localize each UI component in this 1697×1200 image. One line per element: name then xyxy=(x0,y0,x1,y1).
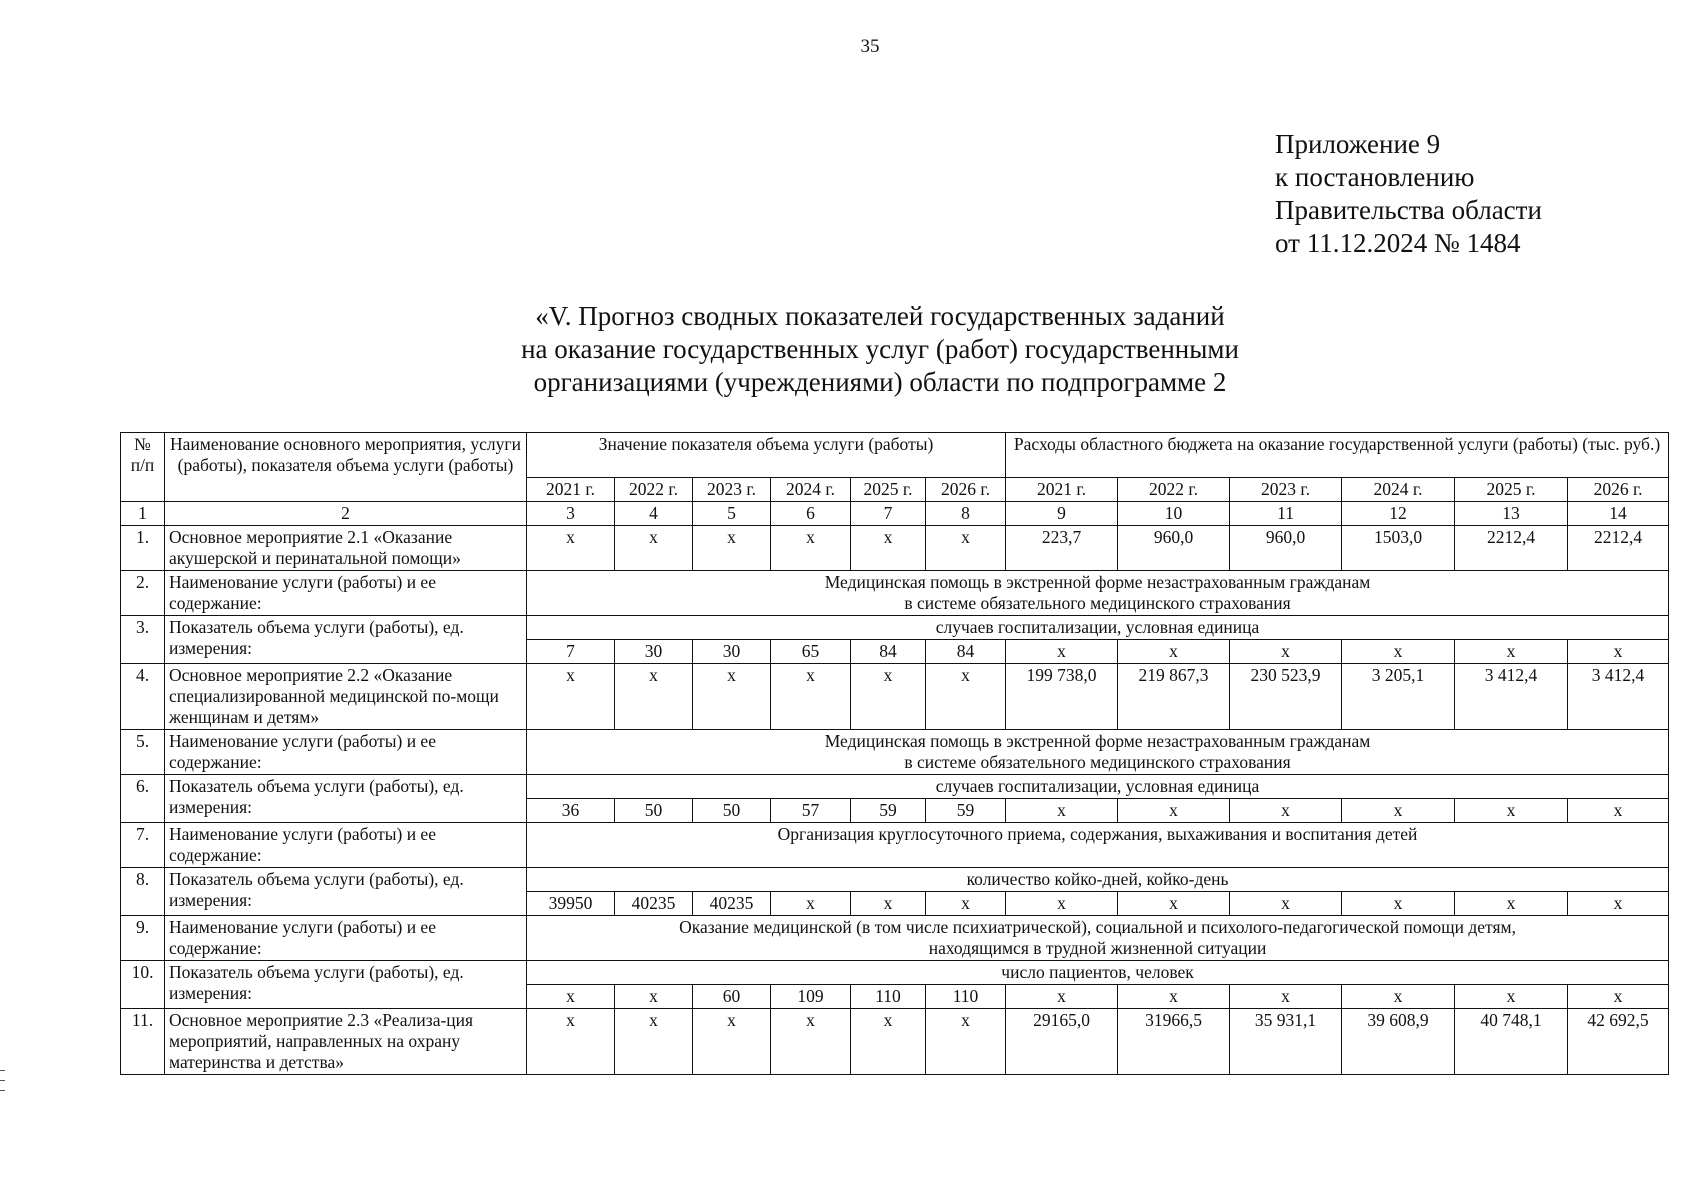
cell-value: 59 xyxy=(926,799,1006,823)
cell-value: х xyxy=(771,664,851,730)
cell-value: 39 608,9 xyxy=(1342,1009,1455,1075)
cell-value: 65 xyxy=(771,640,851,664)
row-name: Наименование услуги (работы) и ее содержание: xyxy=(165,916,527,961)
cell-value: х xyxy=(527,1009,615,1075)
cell-value: х xyxy=(771,526,851,571)
row-number: 1. xyxy=(121,526,165,571)
cell-value: 7 xyxy=(527,640,615,664)
cell-value: х xyxy=(851,526,926,571)
cell-value: х xyxy=(1006,985,1118,1009)
column-number: 2 xyxy=(165,502,527,526)
service-description-line: Оказание медицинской (в том числе психиатрической), социальной и психолого-педагогической помощи детям, xyxy=(679,917,1516,937)
scan-edge-marks xyxy=(0,1070,6,1100)
cell-value: 219 867,3 xyxy=(1118,664,1230,730)
scan-mark xyxy=(0,1090,5,1091)
cell-value: х xyxy=(693,664,771,730)
cell-value: х xyxy=(1455,640,1568,664)
row-name: Основное мероприятие 2.3 «Реализа-ция мероприятий, направленных на охрану материнства и детства» xyxy=(165,1009,527,1075)
service-description-line: в системе обязательного медицинского страхования xyxy=(904,593,1291,613)
year-header: 2024 г. xyxy=(1342,478,1455,502)
service-description-line: Организация круглосуточного приема, содержания, выхаживания и воспитания детей xyxy=(777,824,1418,844)
column-number: 12 xyxy=(1342,502,1455,526)
cell-value: 31966,5 xyxy=(1118,1009,1230,1075)
cell-value: х xyxy=(1455,799,1568,823)
year-header: 2021 г. xyxy=(1006,478,1118,502)
cell-value: х xyxy=(771,892,851,916)
header-row xyxy=(121,433,1669,478)
cell-value: х xyxy=(1568,799,1669,823)
cell-value: х xyxy=(1342,640,1455,664)
cell-value: х xyxy=(1006,892,1118,916)
cell-value: х xyxy=(1118,799,1230,823)
column-number: 4 xyxy=(615,502,693,526)
cell-value: 84 xyxy=(926,640,1006,664)
unit-of-measure: случаев госпитализации, условная единица xyxy=(527,775,1669,799)
cell-value: 110 xyxy=(851,985,926,1009)
row-number: 3. xyxy=(121,616,165,664)
cell-value: 36 xyxy=(527,799,615,823)
header-name: Наименование основного мероприятия, услуги (работы), показателя объема услуги (работы) xyxy=(165,433,527,502)
column-number: 6 xyxy=(771,502,851,526)
cell-value: 230 523,9 xyxy=(1230,664,1342,730)
cell-value: х xyxy=(926,664,1006,730)
row-number: 7. xyxy=(121,823,165,868)
cell-value: 50 xyxy=(615,799,693,823)
service-description-line: находящимся в трудной жизненной ситуации xyxy=(928,938,1267,958)
cell-value: х xyxy=(615,1009,693,1075)
unit-of-measure: количество койко-дней, койко-день xyxy=(527,868,1669,892)
cell-value: х xyxy=(615,664,693,730)
row-number: 11. xyxy=(121,1009,165,1075)
table-row xyxy=(121,1009,1669,1075)
cell-value: 30 xyxy=(693,640,771,664)
year-header: 2024 г. xyxy=(771,478,851,502)
cell-value: 40 748,1 xyxy=(1455,1009,1568,1075)
row-name: Наименование услуги (работы) и ее содержание: xyxy=(165,571,527,616)
appendix-line: Приложение 9 xyxy=(1275,129,1441,159)
table-row xyxy=(121,664,1669,730)
service-description xyxy=(527,571,1669,616)
table-row xyxy=(121,916,1669,961)
cell-value: х xyxy=(851,1009,926,1075)
row-number: 6. xyxy=(121,775,165,823)
service-description-line: Медицинская помощь в экстренной форме незастрахованным гражданам xyxy=(824,572,1371,592)
cell-value: 3 412,4 xyxy=(1568,664,1669,730)
cell-value: х xyxy=(1006,640,1118,664)
column-number: 13 xyxy=(1455,502,1568,526)
cell-value: х xyxy=(1455,892,1568,916)
appendix-line: от 11.12.2024 № 1484 xyxy=(1275,228,1521,258)
year-header: 2023 г. xyxy=(693,478,771,502)
header-budget-group: Расходы областного бюджета на оказание государственной услуги (работы) (тыс. руб.) xyxy=(1006,433,1669,478)
cell-value: 57 xyxy=(771,799,851,823)
cell-value: 29165,0 xyxy=(1006,1009,1118,1075)
row-number: 10. xyxy=(121,961,165,1009)
cell-value: х xyxy=(1118,640,1230,664)
cell-value: х xyxy=(615,985,693,1009)
row-number: 4. xyxy=(121,664,165,730)
column-number: 14 xyxy=(1568,502,1669,526)
cell-value: х xyxy=(693,526,771,571)
indicators-table xyxy=(120,432,1669,1075)
row-number: 9. xyxy=(121,916,165,961)
cell-value: х xyxy=(1568,892,1669,916)
column-numbers-row xyxy=(121,502,1669,526)
title-line: «V. Прогноз сводных показателей государственных заданий xyxy=(535,301,1225,331)
year-header: 2026 г. xyxy=(1568,478,1669,502)
cell-value: х xyxy=(527,526,615,571)
cell-value: 30 xyxy=(615,640,693,664)
cell-value: х xyxy=(926,892,1006,916)
service-description xyxy=(527,916,1669,961)
table-row xyxy=(121,823,1669,868)
cell-value: 40235 xyxy=(693,892,771,916)
column-number: 10 xyxy=(1118,502,1230,526)
column-number: 9 xyxy=(1006,502,1118,526)
cell-value: 40235 xyxy=(615,892,693,916)
appendix-line: к постановлению xyxy=(1275,162,1475,192)
unit-of-measure: случаев госпитализации, условная единица xyxy=(527,616,1669,640)
year-header: 2022 г. xyxy=(1118,478,1230,502)
cell-value: х xyxy=(771,1009,851,1075)
table-row xyxy=(121,730,1669,775)
year-header: 2025 г. xyxy=(1455,478,1568,502)
unit-of-measure: число пациентов, человек xyxy=(527,961,1669,985)
table-row xyxy=(121,775,1669,799)
row-name: Показатель объема услуги (работы), ед. измерения: xyxy=(165,961,527,1009)
cell-value: х xyxy=(1568,640,1669,664)
row-number: 8. xyxy=(121,868,165,916)
row-number: 5. xyxy=(121,730,165,775)
column-number: 11 xyxy=(1230,502,1342,526)
cell-value: 960,0 xyxy=(1230,526,1342,571)
row-name: Показатель объема услуги (работы), ед. измерения: xyxy=(165,616,527,664)
scan-mark xyxy=(0,1070,5,1071)
cell-value: 3 205,1 xyxy=(1342,664,1455,730)
cell-value: 59 xyxy=(851,799,926,823)
cell-value: х xyxy=(1230,640,1342,664)
cell-value: 223,7 xyxy=(1006,526,1118,571)
row-name: Наименование услуги (работы) и ее содержание: xyxy=(165,823,527,868)
cell-value: х xyxy=(527,985,615,1009)
cell-value: 42 692,5 xyxy=(1568,1009,1669,1075)
column-number: 8 xyxy=(926,502,1006,526)
cell-value: 2212,4 xyxy=(1455,526,1568,571)
cell-value: х xyxy=(926,1009,1006,1075)
service-description xyxy=(527,823,1669,868)
column-number: 7 xyxy=(851,502,926,526)
cell-value: 84 xyxy=(851,640,926,664)
cell-value: 110 xyxy=(926,985,1006,1009)
cell-value: 2212,4 xyxy=(1568,526,1669,571)
table-row xyxy=(121,961,1669,985)
cell-value: 3 412,4 xyxy=(1455,664,1568,730)
scan-mark xyxy=(0,1080,5,1081)
header-no: № п/п xyxy=(121,433,165,502)
table-row xyxy=(121,526,1669,571)
table-row xyxy=(121,868,1669,892)
cell-value: 39950 xyxy=(527,892,615,916)
page-number: 35 xyxy=(860,36,880,57)
row-name: Показатель объема услуги (работы), ед. измерения: xyxy=(165,775,527,823)
service-description-line: Медицинская помощь в экстренной форме незастрахованным гражданам xyxy=(824,731,1371,751)
row-name: Основное мероприятие 2.1 «Оказание акушерской и перинатальной помощи» xyxy=(165,526,527,571)
year-header: 2023 г. xyxy=(1230,478,1342,502)
cell-value: 50 xyxy=(693,799,771,823)
year-header: 2025 г. xyxy=(851,478,926,502)
row-number: 2. xyxy=(121,571,165,616)
row-name: Основное мероприятие 2.2 «Оказание специализированной медицинской по-мощи женщинам и детям» xyxy=(165,664,527,730)
year-header: 2021 г. xyxy=(527,478,615,502)
cell-value: х xyxy=(1230,892,1342,916)
cell-value: 1503,0 xyxy=(1342,526,1455,571)
cell-value: 35 931,1 xyxy=(1230,1009,1342,1075)
cell-value: х xyxy=(1342,892,1455,916)
cell-value: х xyxy=(615,526,693,571)
table-row xyxy=(121,571,1669,616)
year-header: 2022 г. xyxy=(615,478,693,502)
cell-value: х xyxy=(527,664,615,730)
cell-value: х xyxy=(1455,985,1568,1009)
column-number: 5 xyxy=(693,502,771,526)
row-name: Показатель объема услуги (работы), ед. измерения: xyxy=(165,868,527,916)
header-volume-group: Значение показателя объема услуги (работы) xyxy=(527,433,1006,478)
cell-value: х xyxy=(1342,799,1455,823)
cell-value: х xyxy=(926,526,1006,571)
table-row xyxy=(121,616,1669,640)
cell-value: 199 738,0 xyxy=(1006,664,1118,730)
appendix-block xyxy=(1275,128,1542,260)
cell-value: х xyxy=(693,1009,771,1075)
document-title xyxy=(420,300,1340,399)
column-number: 3 xyxy=(527,502,615,526)
year-header: 2026 г. xyxy=(926,478,1006,502)
cell-value: х xyxy=(1230,799,1342,823)
cell-value: х xyxy=(851,892,926,916)
cell-value: х xyxy=(1342,985,1455,1009)
column-number: 1 xyxy=(121,502,165,526)
appendix-line: Правительства области xyxy=(1275,195,1542,225)
cell-value: х xyxy=(1006,799,1118,823)
row-name: Наименование услуги (работы) и ее содержание: xyxy=(165,730,527,775)
cell-value: х xyxy=(1230,985,1342,1009)
cell-value: х xyxy=(1118,892,1230,916)
cell-value: х xyxy=(1568,985,1669,1009)
cell-value: 960,0 xyxy=(1118,526,1230,571)
cell-value: х xyxy=(851,664,926,730)
cell-value: 109 xyxy=(771,985,851,1009)
title-line: организациями (учреждениями) области по подпрограмме 2 xyxy=(533,367,1227,397)
cell-value: 60 xyxy=(693,985,771,1009)
service-description xyxy=(527,730,1669,775)
title-line: на оказание государственных услуг (работ) государственными xyxy=(521,334,1239,364)
cell-value: х xyxy=(1118,985,1230,1009)
service-description-line: в системе обязательного медицинского страхования xyxy=(904,752,1291,772)
